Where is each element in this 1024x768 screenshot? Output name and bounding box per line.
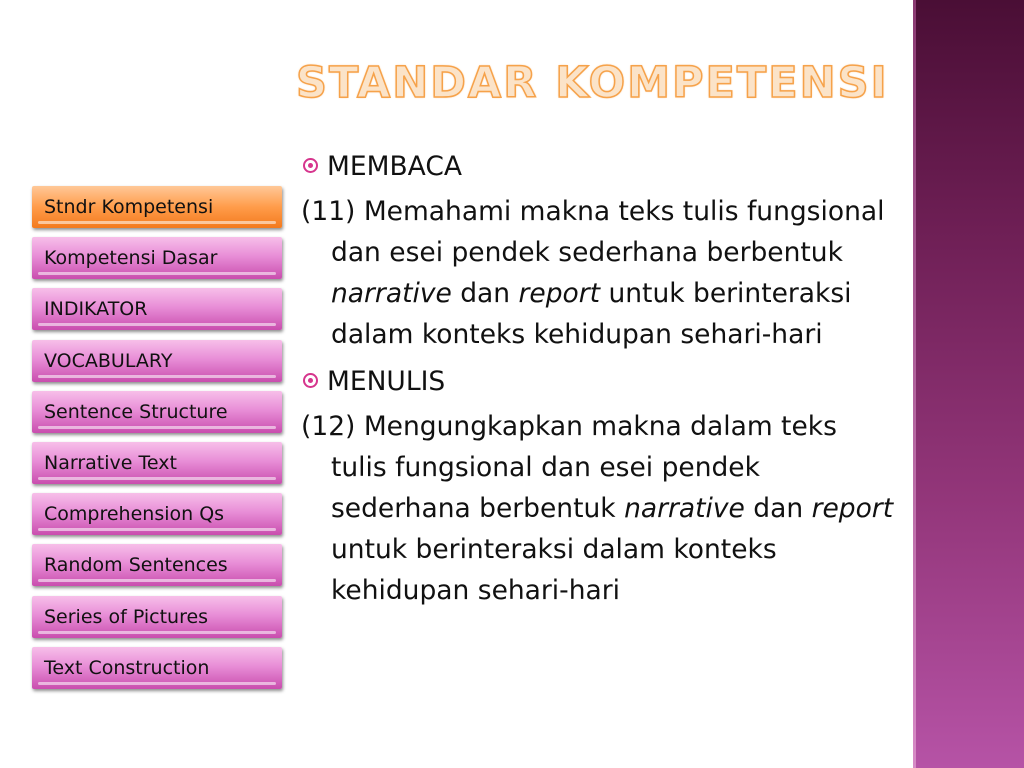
nav-menu: [32, 186, 284, 698]
nav-button-text-construction[interactable]: Text Construction: [32, 647, 282, 689]
nav-button-comprehension-qs[interactable]: Comprehension Qs: [32, 493, 282, 535]
paragraph-text: untuk berinteraksi dalam konteks kehidupan sehari-hari: [331, 278, 852, 350]
paragraph-membaca: [301, 191, 901, 355]
bullet-membaca: [301, 146, 901, 187]
nav-button-indikator[interactable]: INDIKATOR: [32, 288, 282, 330]
paragraph-text: dan: [744, 493, 812, 524]
decorative-right-band: [913, 0, 1024, 768]
paragraph-text: untuk berinteraksi dalam konteks kehidupan sehari-hari: [331, 534, 777, 606]
nav-button-sentence-structure[interactable]: Sentence Structure: [32, 391, 282, 433]
radio-bullet-icon: [303, 373, 318, 388]
italic-term: narrative: [331, 278, 452, 309]
paragraph-text: (12) Mengungkapkan makna dalam teks tulis fungsional dan esei pendek sederhana berbentuk: [301, 411, 837, 524]
italic-term: report: [811, 493, 894, 524]
italic-term: report: [518, 278, 601, 309]
paragraph-text: dan: [451, 278, 519, 309]
nav-button-stndr-kompetensi[interactable]: Stndr Kompetensi: [32, 186, 282, 228]
nav-button-kompetensi-dasar[interactable]: Kompetensi Dasar: [32, 237, 282, 279]
slide-title: STANDAR KOMPETENSI: [296, 58, 889, 108]
bullet-label: MENULIS: [327, 366, 446, 397]
nav-button-series-of-pictures[interactable]: Series of Pictures: [32, 596, 282, 638]
radio-bullet-icon: [303, 158, 318, 173]
bullet-label: MEMBACA: [327, 151, 462, 182]
nav-button-narrative-text[interactable]: Narrative Text: [32, 442, 282, 484]
nav-button-vocabulary[interactable]: VOCABULARY: [32, 340, 282, 382]
bullet-menulis: [301, 361, 901, 402]
nav-button-random-sentences[interactable]: Random Sentences: [32, 544, 282, 586]
paragraph-text: (11) Memahami makna teks tulis fungsional dan esei pendek sederhana berbentuk: [301, 196, 885, 268]
italic-term: narrative: [624, 493, 745, 524]
paragraph-menulis: [301, 406, 901, 611]
slide-content: [301, 146, 901, 617]
